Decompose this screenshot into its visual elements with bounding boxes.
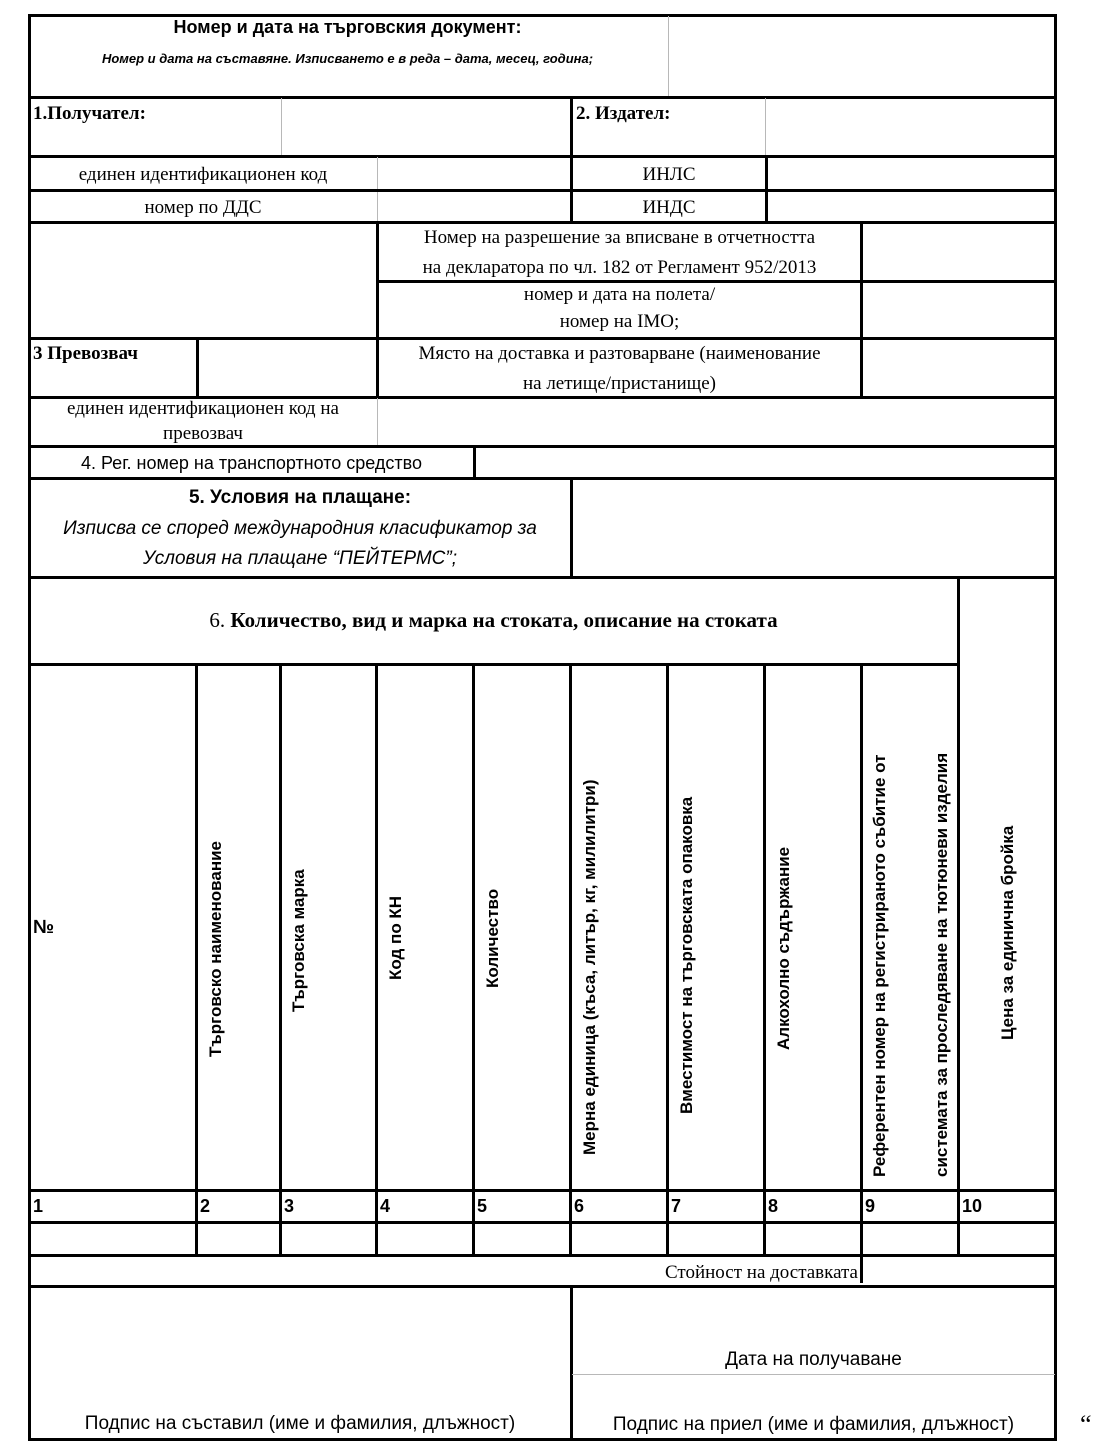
carrier-uic-label [30,398,376,445]
closing-quote-mark: “ [1080,1410,1092,1439]
col-number-5: 5 [477,1196,488,1216]
goods-col-unit-text: Мерна единица (къса, литър, кг, милилитри) [580,779,599,1155]
goods-col-alcohol: Алкохолно съдържание [774,846,793,1050]
col-number-1: 1 [33,1196,44,1216]
goods-col-cn-code: Код по КН [386,895,405,980]
permit-label-line1: Номер на разрешение за вписване в отчетността [423,227,816,248]
issuer-inls-label: ИНЛС [642,164,696,185]
col-number-7: 7 [671,1196,682,1216]
delivery-value-label: Стойност на доставката [665,1262,858,1283]
goods-col-trade-name: Търговско наименование [206,841,225,1057]
document-subtitle: Номер и дата на съставяне. Изписването е в реда – дата, месец, година; [101,51,594,66]
carrier-uic-line2: превозвач [163,422,243,444]
issuer-inds-label: ИНДС [642,197,696,218]
goods-col-unit [580,779,600,1155]
payment-title: 5. Условия на плащане: [188,487,412,508]
compiled-signature-label: Подпис на съставил (име и фамилия, длъжност) [84,1413,516,1434]
goods-col-package-capacity: Вместимост на търговската опаковка [677,796,696,1114]
col-number-3: 3 [284,1196,295,1216]
payment-line2: Условия на плащане “ПЕЙТЕРМС”; [143,548,457,569]
col-number-10: 10 [962,1196,983,1216]
col-number-2: 2 [200,1196,211,1216]
flight-label [379,284,860,337]
goods-col-number: № [33,917,55,938]
goods-section-title [30,608,957,632]
col-number-4: 4 [380,1196,391,1216]
flight-label-line2: номер на IMO; [559,310,680,332]
received-date-label: Дата на получаване [725,1349,902,1370]
delivery-place-line1: Място на доставка и разтоварване (наименование [418,343,821,364]
goods-col-unit-price: Цена за единична бройка [998,825,1017,1040]
goods-col-trade-mark: Търговска марка [289,869,308,1012]
flight-label-line1: номер и дата на полета/ [523,284,716,305]
col-number-8: 8 [768,1196,779,1216]
goods-col-reference-line2: системата за проследяване на тютюневи изделия [932,752,951,1177]
received-signature-label: Подпис на приел (име и фамилия, длъжност) [612,1414,1015,1435]
recipient-vat-label: номер по ДДС [144,197,262,218]
delivery-place-line2: на летище/пристанище) [522,373,717,394]
document-title: Номер и дата на търговския документ: [173,17,522,37]
col-number-9: 9 [865,1196,876,1216]
goods-section-text: Количество, вид и марка на стоката, описание на стоката [230,608,778,632]
vehicle-label: 4. Рег. номер на транспортното средство [80,453,423,473]
goods-section-number: 6. [209,608,226,632]
goods-col-reference-line1: Референтен номер на регистрираното събитие от [870,754,889,1177]
recipient-uic-label: единен идентификационен код [78,164,328,185]
goods-col-quantity: Количество [483,888,502,988]
issuer-label: 2. Издател: [576,103,671,124]
carrier-label: 3 Превозвач [33,343,139,364]
col-number-6: 6 [574,1196,585,1216]
carrier-uic-line1: единен идентификационен код на [67,398,339,419]
recipient-label: 1.Получател: [33,103,146,124]
payment-line1: Изписва се според международния класификатор за [63,518,537,539]
permit-label-line2: на декларатора по чл. 182 от Регламент 952/2013 [422,257,817,278]
